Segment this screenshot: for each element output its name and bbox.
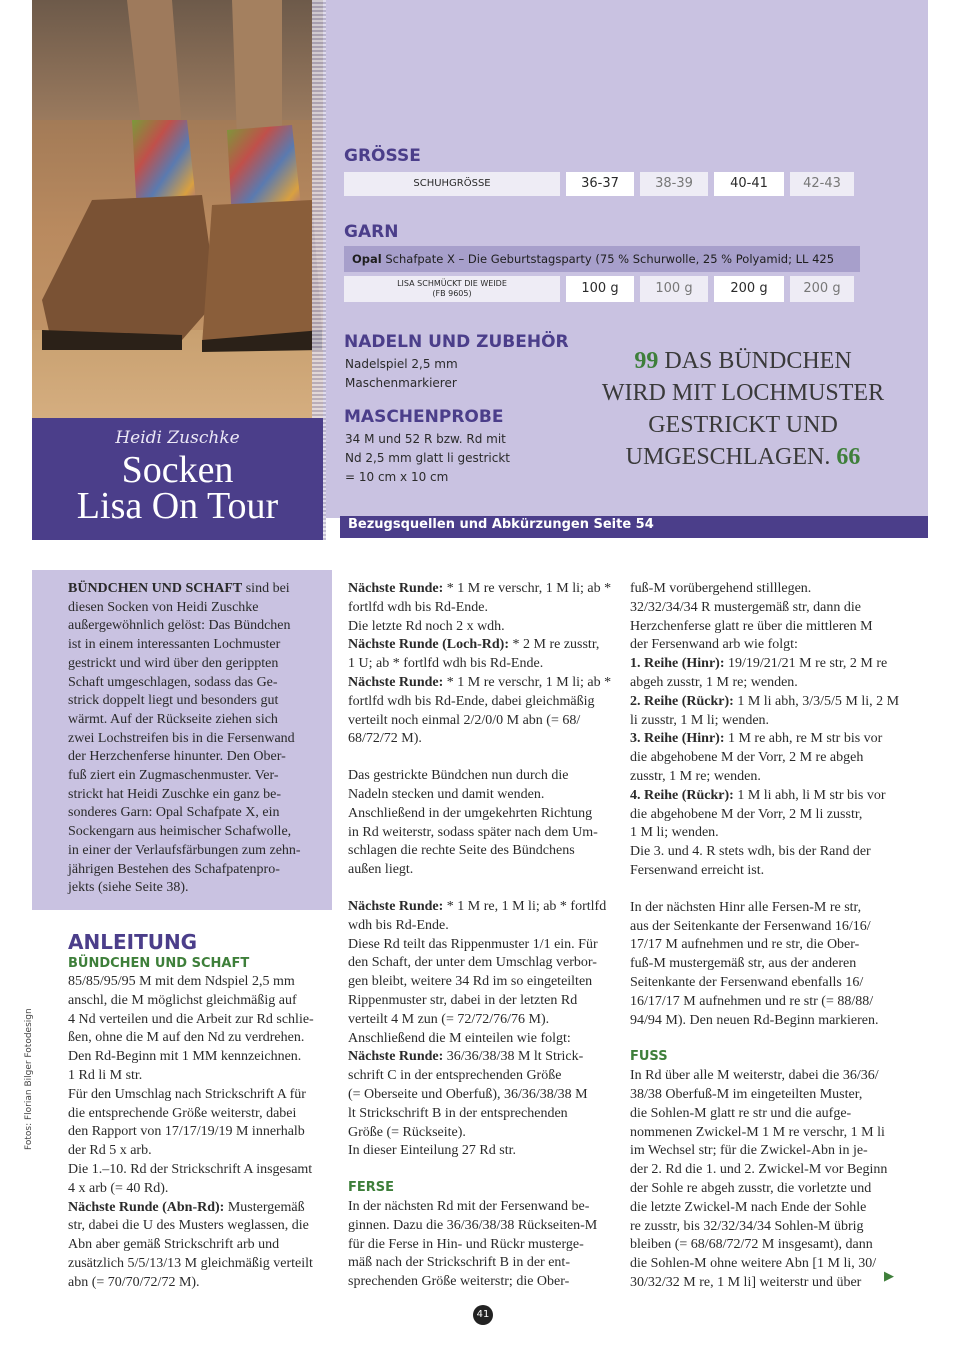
intro-line: strick doppelt liegt und besonders gut	[68, 693, 279, 709]
intro-line: Sockengarn aus heimischer Schafwolle,	[68, 824, 292, 840]
column-1	[68, 973, 338, 1293]
col3-line: im Wechsel str; für die Zwickel-Abn in je-	[630, 1143, 868, 1159]
quote-line-3: GESTRICKT UND	[648, 412, 838, 438]
col2-line: In der nächsten Rd mit der Fersenwand be-	[348, 1198, 590, 1214]
col1-line: 1 Rd li M str.	[68, 1067, 143, 1083]
col3-line: bleiben (= 68/68/72/72 M insgesamt), dann	[630, 1237, 873, 1253]
nadeln-line-1: Nadelspiel 2,5 mm	[345, 357, 458, 371]
col2-line: schrift C in der entsprechenden Größe	[348, 1068, 562, 1084]
col2-line: wdh bis Rd-Ende.	[348, 917, 449, 933]
col3-line: Seitenkante der Fersenwand ebenfalls 16/	[630, 974, 864, 990]
quote-open-icon: 99	[634, 348, 659, 374]
buendchen-subheading: BÜNDCHEN UND SCHAFT	[68, 956, 250, 971]
column-3	[630, 580, 900, 1293]
col3-line: die letzte Zwickel-M nach Ende der Sohle	[630, 1199, 867, 1215]
col2-line: Das gestrickte Bündchen nun durch die	[348, 768, 569, 784]
col1-line: 85/85/95/95 M mit dem Ndspiel 2,5 mm	[68, 974, 295, 989]
amount-cell-1: 100 g	[566, 276, 634, 302]
intro-line: sind bei	[242, 581, 290, 596]
size-label-cell: SCHUHGRÖSSE	[344, 172, 560, 196]
col3-line: 30/32/32 M re, 1 M li] weiterstr und über	[630, 1274, 862, 1290]
anleitung-heading: ANLEITUNG	[68, 930, 198, 954]
continue-arrow-icon: ▶	[884, 1269, 894, 1284]
col1-line: ßen, ohne die M auf den Nd zu verdrehen.	[68, 1030, 305, 1046]
intro-box	[32, 570, 332, 910]
col1-line: Für den Umschlag nach Strickschrift A für	[68, 1086, 306, 1102]
col3-line: 32/32/34/34 R mustergemäß str, dann die	[630, 599, 861, 615]
intro-line: jekts (siehe Seite 38).	[68, 880, 189, 896]
col3-line: der Fersenwand arb wie folgt:	[630, 637, 798, 653]
intro-line: der Herzchenferse hinunter. Den Ober-	[68, 749, 286, 765]
title-box	[32, 418, 323, 540]
col2-line: 68/72/72 M).	[348, 731, 422, 747]
col1-line: Die 1.–10. Rd der Strickschrift A insgesamt	[68, 1161, 313, 1177]
intro-line: außergewöhnlich gelöst: Das Bündchen	[68, 618, 291, 634]
col2-line: (= Oberseite und Oberfuß), 36/36/38/38 M	[348, 1086, 588, 1102]
col2-line: in Rd weiterstr, sodass später nach dem Um-	[348, 824, 598, 840]
garn-color-label-1: LISA SCHMÜCKT DIE WEIDE	[397, 279, 507, 288]
col1-line: der Rd 5 x arb.	[68, 1143, 152, 1159]
col2-line: gen bleibt, weitere 34 Rd im so eingeteilten	[348, 974, 593, 990]
col1-line: zusätzlich 5/5/13/13 M gleichmäßig verteilt	[68, 1255, 313, 1271]
maschenprobe-heading: MASCHENPROBE	[344, 407, 504, 427]
nadeln-heading: NADELN UND ZUBEHÖR	[344, 332, 569, 352]
col3-line: 38/38 Oberfuß-M im eingeteilten Muster,	[630, 1086, 863, 1102]
col3-line: abgeh zusstr, 1 M re; wenden.	[630, 674, 798, 690]
col3-line: die Sohlen-M glatt re str und die aufge-	[630, 1105, 852, 1121]
col3-bold: 1. Reihe (Hinr):	[630, 656, 725, 672]
col2-line: * 1 M re verschr, 1 M li; ab *	[443, 674, 612, 690]
maschenprobe-line-3: = 10 cm x 10 cm	[345, 470, 449, 484]
col1-line: 4 x arb (= 40 Rd).	[68, 1180, 169, 1196]
size-cell-2: 38-39	[640, 172, 708, 196]
col2-line: ginnen. Dazu die 36/36/38/38 Rückseiten-M	[348, 1217, 598, 1233]
col3-line: zusstr, 1 M re; wenden.	[630, 768, 761, 784]
col3-line: 1 M li abh, 3/3/5/5 M li, 2 M	[733, 693, 900, 709]
col2-bold: Nächste Runde:	[348, 674, 444, 690]
col3-line: 1 M li abh, li M str bis vor	[733, 787, 886, 803]
col2-line: lt Strickschrift B in der entsprechenden	[348, 1105, 568, 1121]
col2-line: 1 U; ab * fortlfd wdh bis Rd-Ende.	[348, 656, 544, 672]
quote-close-icon: 66	[836, 444, 861, 470]
col3-line: 1 M li; wenden.	[630, 825, 719, 841]
col1-line: abn (= 70/70/72/72 M).	[68, 1274, 200, 1290]
col2-line: Größe (= Rückseite).	[348, 1124, 466, 1140]
col3-line: In Rd über alle M weiterstr, dabei die 36/36/	[630, 1068, 879, 1084]
nadeln-line-2: Maschenmarkierer	[345, 376, 457, 390]
col2-line: den Schaft, der unter dem Umschlag verbor-	[348, 955, 597, 971]
col2-line: * 1 M re, 1 M li; ab * fortlfd	[443, 898, 607, 914]
intro-line: gestrickt und wird über den gerippten	[68, 655, 279, 671]
intro-line: ist in einem interessanten Lochmuster	[68, 637, 281, 653]
col3-line: 16/17/17 M aufnehmen und re str (= 88/88/	[630, 993, 874, 1009]
col2-line: Anschließend in der umgekehrten Richtung	[348, 805, 593, 821]
pull-quote	[598, 345, 888, 473]
author-name: Heidi Zuschke	[115, 428, 240, 448]
col3-bold: 3. Reihe (Hinr):	[630, 731, 725, 747]
col2-line: Anschließend die M einteilen wie folgt:	[348, 1030, 571, 1046]
intro-line: diesen Socken von Heidi Zuschke	[68, 599, 259, 615]
col3-line: der 2. Rd die 1. und 2. Zwickel-M vor Beginn	[630, 1162, 888, 1178]
intro-line: jährigen Bestehen des Schafpatenpro-	[68, 861, 280, 877]
garn-heading: GARN	[344, 222, 399, 242]
bezugsquellen-bar	[340, 516, 928, 538]
col1-line: anschl, die M möglichst gleichmäßig auf	[68, 992, 297, 1008]
col3-line: fuß-M vorübergehend stilllegen.	[630, 581, 812, 596]
intro-line: in einer der Verlaufsfärbungen zum zehn-	[68, 842, 301, 858]
col1-line: str, dabei die U des Musters weglassen, die	[68, 1218, 309, 1234]
col2-line: außen liegt.	[348, 862, 414, 878]
nadeln-text	[345, 355, 458, 393]
col2-bold: Nächste Runde:	[348, 1049, 444, 1065]
col3-line: 19/19/21/21 M re str, 2 M re	[724, 656, 888, 672]
col2-line: sprechenden Größe weiterstr; die Ober-	[348, 1274, 570, 1290]
column-2	[348, 580, 618, 1292]
maschenprobe-line-2: Nd 2,5 mm glatt li gestrickt	[345, 451, 510, 465]
photo-boots-socks	[32, 0, 323, 418]
quote-line-1: DAS BÜNDCHEN	[664, 348, 852, 374]
maschenprobe-line-1: 34 M und 52 R bzw. Rd mit	[345, 432, 506, 446]
col2-line: für die Ferse in Hin- und Rückr musterge-	[348, 1236, 584, 1252]
intro-line: zwei Lochstreifen bis in die Fersenwand	[68, 730, 295, 746]
col1-line: den Rapport von 17/17/19/19 M innerhalb	[68, 1124, 305, 1140]
col3-line: In der nächsten Hinr alle Fersen-M re str,	[630, 899, 862, 915]
amount-cell-2: 100 g	[640, 276, 708, 302]
col1-line: 4 Nd verteilen und die Arbeit zur Rd schlie-	[68, 1011, 314, 1027]
col3-line: re zusstr, bis 32/32/34/34 Sohlen-M übrig	[630, 1218, 864, 1234]
boots-illustration	[32, 0, 323, 418]
title-line-1: Socken	[121, 449, 234, 491]
maschenprobe-text	[345, 430, 510, 487]
col2-line: Diese Rd teilt das Rippenmuster 1/1 ein. Für	[348, 936, 598, 952]
groesse-heading: GRÖSSE	[344, 146, 421, 166]
page-number: 41	[473, 1305, 493, 1325]
intro-line: wärmt. Auf der Rückseite ziehen sich	[68, 711, 278, 727]
col3-line: die abgehobene M der Vorr, 2 M li zusstr,	[630, 806, 863, 822]
col3-line: die abgehobene M der Vorr, 2 M re abgeh	[630, 750, 864, 766]
intro-line: sonderes Garn: Opal Schafpate X, ein	[68, 805, 280, 821]
col3-line: Fersenwand erreicht ist.	[630, 862, 765, 878]
col2-line: Nadeln stecken und damit wenden.	[348, 786, 545, 802]
col3-line: der Sohle re abgeh zusstr, die vorletzte und	[630, 1180, 872, 1196]
garn-description: Schafpate X – Die Geburtstagsparty (75 % Schurwolle, 25 % Polyamid; LL 425	[385, 252, 835, 266]
col2-line: fortlfd wdh bis Rd-Ende, dabei gleichmäßig	[348, 693, 595, 709]
col1-line: Abn aber gemäß Strickschrift arb und	[68, 1237, 280, 1253]
intro-text	[68, 580, 328, 898]
size-cell-4: 42-43	[790, 172, 854, 196]
col2-line: * 1 M re verschr, 1 M li; ab *	[443, 581, 612, 596]
col2-line: 36/36/38/38 M lt Strick-	[443, 1049, 584, 1065]
amount-cell-4: 200 g	[790, 276, 854, 302]
amount-cell-3: 200 g	[714, 276, 784, 302]
intro-lead: BÜNDCHEN UND SCHAFT	[68, 581, 243, 596]
garn-description-bar	[344, 246, 860, 272]
ferse-heading: FERSE	[348, 1180, 395, 1196]
col3-line: Herzchenferse glatt re über die mittleren M	[630, 618, 873, 634]
intro-line: strickt hat Heidi Zuschke ein ganz be-	[68, 786, 282, 802]
col3-line: nommenen Zwickel-M 1 M re verschr, 1 M li	[630, 1124, 885, 1140]
quote-line-2: WIRD MIT LOCHMUSTER	[601, 380, 885, 406]
col1-line: Mustergemäß	[224, 1199, 305, 1215]
col2-line: Rippenmuster str, dabei in der letzten Rd	[348, 992, 578, 1008]
garn-color-label-2: (FB 9605)	[432, 289, 472, 298]
col3-line: 94/94 M). Den neuen Rd-Beginn markieren.	[630, 1012, 879, 1028]
col3-line: fuß-M mustergemäß str, aus der anderen	[630, 956, 857, 972]
col3-line: 17/17 M aufnehmen und re str, die Ober-	[630, 937, 860, 953]
col3-line: die Sohlen-M ohne weitere Abn [1 M li, 30/	[630, 1256, 877, 1272]
intro-line: Schaft umgeschlagen, sodass das Ge-	[68, 674, 278, 690]
col1-bold: Nächste Runde (Abn-Rd):	[68, 1199, 225, 1215]
col2-line: verteilt noch einmal 2/2/0/0 M abn (= 68/	[348, 712, 581, 728]
size-cell-3: 40-41	[714, 172, 784, 196]
fuss-heading: FUSS	[630, 1049, 668, 1065]
intro-line: fuß ziert ein Zugmaschenmuster. Ver-	[68, 768, 279, 784]
col3-line: Die 3. und 4. R stets wdh, bis der Rand der	[630, 844, 871, 860]
col2-bold: Nächste Runde:	[348, 898, 444, 914]
garn-brand: Opal	[352, 252, 382, 266]
bezugsquellen-text: Bezugsquellen und Abkürzungen Seite 54	[348, 517, 654, 532]
photo-credit: Fotos: Florian Bilger Fotodesign	[24, 1008, 34, 1150]
col2-line: fortlfd wdh bis Rd-Ende.	[348, 599, 488, 615]
col2-line: Die letzte Rd noch 2 x wdh.	[348, 618, 505, 634]
col3-line: aus der Seitenkante der Fersenwand 16/16/	[630, 918, 871, 934]
title-line-2: Lisa On Tour	[76, 485, 279, 527]
garn-color-cell	[344, 276, 560, 302]
col1-line: Den Rd-Beginn mit 1 MM kennzeichnen.	[68, 1049, 302, 1065]
col2-bold: Nächste Runde (Loch-Rd):	[348, 637, 509, 653]
col3-bold: 4. Reihe (Rückr):	[630, 787, 734, 803]
col1-line: die entsprechende Größe weiterstr, dabei	[68, 1105, 297, 1121]
col2-bold: Nächste Runde:	[348, 581, 444, 596]
col3-line: li zusstr, 1 M li; wenden.	[630, 712, 770, 728]
col2-line: * 2 M re zusstr,	[509, 637, 600, 653]
col2-line: In dieser Einteilung 27 Rd str.	[348, 1143, 516, 1159]
col3-line: 1 M re abh, re M str bis vor	[724, 731, 883, 747]
quote-line-4: UMGESCHLAGEN.	[625, 444, 831, 470]
col2-line: verteilt 4 M zun (= 72/72/76/76 M).	[348, 1011, 550, 1027]
size-cell-1: 36-37	[566, 172, 634, 196]
col2-line: schlagen die rechte Seite des Bündchens	[348, 843, 575, 859]
col3-bold: 2. Reihe (Rückr):	[630, 693, 734, 709]
col2-line: mäß nach der Strickschrift B in der ent-	[348, 1255, 570, 1271]
